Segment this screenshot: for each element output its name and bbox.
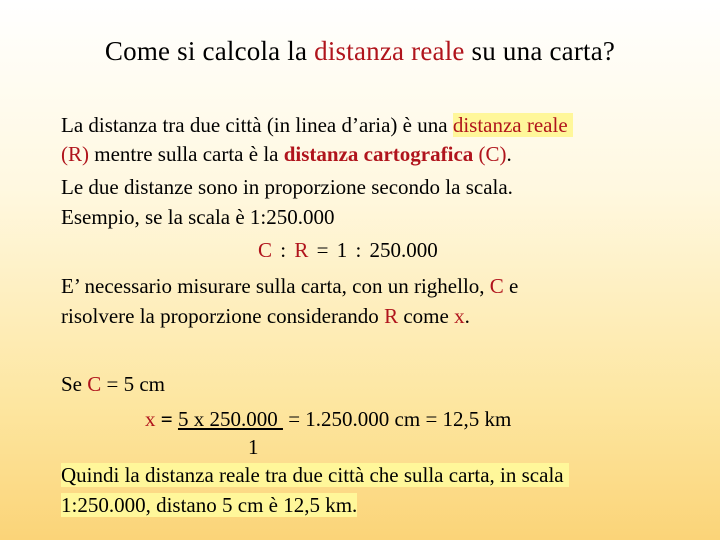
conclusion-line2 xyxy=(61,493,357,518)
p3-end: . xyxy=(464,304,470,328)
eq-colon: : xyxy=(272,238,295,262)
p3-l2-text: risolvere la proporzione considerando xyxy=(61,304,385,328)
conclusion-text-1: Quindi la distanza reale tra due città che sulla carta, in scala xyxy=(61,463,564,487)
ex-post: = 5 cm xyxy=(101,372,166,396)
conclusion-text-2: 1:250.000, distano 5 cm è 12,5 km. xyxy=(61,493,358,517)
p3-mid: come xyxy=(398,304,455,328)
p1-text: La distanza tra due città (in linea d’aria) è una xyxy=(61,113,453,137)
eq-rest: = 1 : 250.000 xyxy=(308,238,438,262)
distanza-cartografica: distanza cartografica xyxy=(283,142,474,166)
p1-mid-text: mentre sulla carta è la xyxy=(89,142,284,166)
p1-end: . xyxy=(506,142,512,166)
ex-c: C xyxy=(87,372,102,396)
symbol-c: (C) xyxy=(473,142,507,166)
fraction-denominator: 1 xyxy=(248,435,259,459)
calculation-line xyxy=(145,407,511,432)
paragraph3-line2 xyxy=(61,304,470,329)
conclusion-line1 xyxy=(61,463,569,488)
p3-post: e xyxy=(503,274,519,298)
p3-x: x xyxy=(454,304,465,328)
calc-x: x xyxy=(145,407,156,431)
fraction-numerator: 5 x 250.000 xyxy=(177,407,283,431)
p3-text: E’ necessario misurare sulla carta, con un righello, xyxy=(61,274,490,298)
slide-title xyxy=(0,36,720,67)
title-pre: Come si calcola la xyxy=(104,36,315,66)
symbol-r: (R) xyxy=(61,142,89,166)
paragraph3-line1 xyxy=(61,274,518,299)
example-line1 xyxy=(61,372,165,397)
paragraph1-line2 xyxy=(61,142,512,167)
p3-r: R xyxy=(384,304,399,328)
calc-equals: = xyxy=(155,407,178,431)
calc-result: = 1.250.000 cm = 12,5 km xyxy=(282,407,512,431)
proportion-equation xyxy=(258,238,438,263)
distanza-reale-highlight: distanza reale xyxy=(452,113,568,137)
title-highlight: distanza reale xyxy=(314,36,465,66)
eq-r: R xyxy=(294,238,309,262)
title-post: su una carta? xyxy=(464,36,616,66)
p3-c: C xyxy=(489,274,504,298)
paragraph2-line1: Le due distanze sono in proporzione secondo la scala. xyxy=(61,175,513,199)
ex-pre: Se xyxy=(61,372,88,396)
paragraph2-line2: Esempio, se la scala è 1:250.000 xyxy=(61,205,335,229)
eq-c: C xyxy=(258,238,273,262)
paragraph1-line1 xyxy=(61,113,573,138)
